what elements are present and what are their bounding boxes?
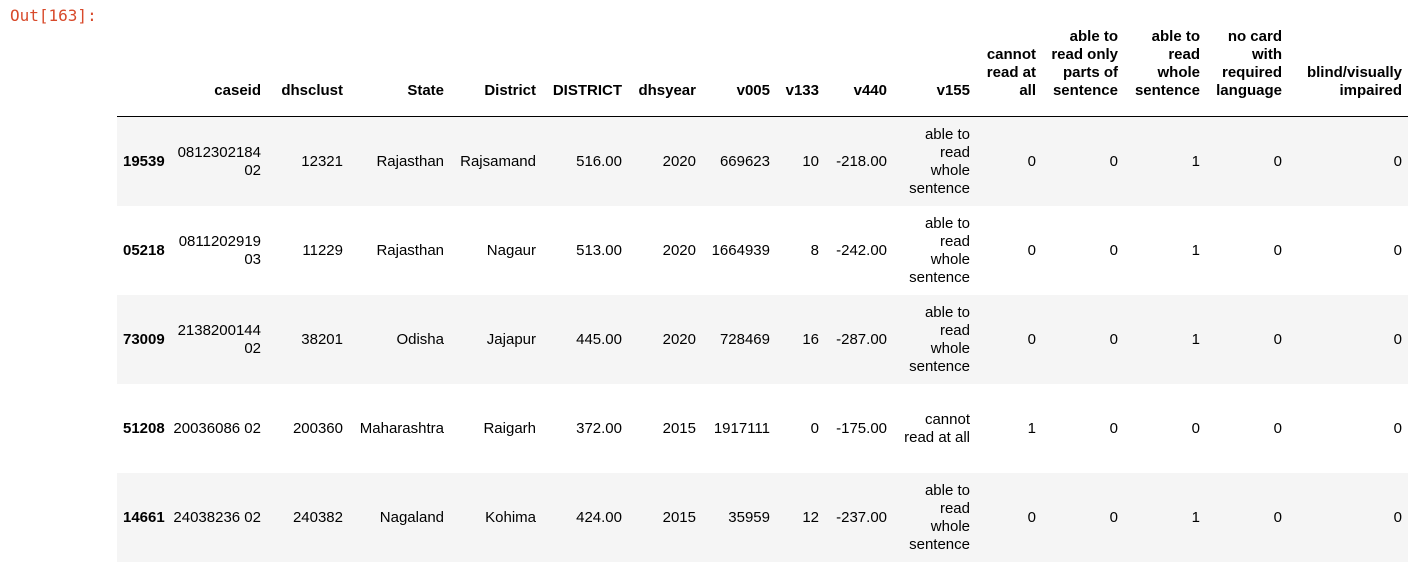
table-cell: Kohima — [485, 508, 536, 526]
table-cell: 0 — [1027, 508, 1036, 526]
table-cell: 0 — [1273, 241, 1282, 259]
column-header: v133 — [776, 28, 825, 117]
table-cell: 2015 — [662, 419, 696, 437]
column-header: dhsclust — [267, 28, 349, 117]
table-cell: 0 — [1393, 508, 1402, 526]
table-cell: Nagaur — [486, 241, 536, 259]
table-cell: 2015 — [662, 508, 696, 526]
column-header: able to read only parts of sentence — [1042, 28, 1124, 117]
table-cell: 12321 — [301, 152, 343, 170]
table-row — [117, 384, 1408, 473]
column-header: cannot read at all — [976, 28, 1042, 117]
column-header: DISTRICT — [542, 28, 628, 117]
table-cell: 0 — [1393, 152, 1402, 170]
table-cell: 372.00 — [576, 419, 622, 437]
table-cell: 1 — [1191, 152, 1200, 170]
table-cell: Rajsamand — [460, 152, 536, 170]
table-cell: 0 — [1273, 419, 1282, 437]
table-cell: 1917111 — [713, 419, 770, 437]
column-header: able to read whole sentence — [1124, 28, 1206, 117]
table-cell: -242.00 — [836, 241, 887, 259]
row-index: 73009 — [123, 330, 165, 348]
table-cell: Raigarh — [483, 419, 536, 437]
index-header — [117, 28, 167, 117]
dataframe-output — [117, 28, 1402, 562]
column-header: v440 — [825, 28, 893, 117]
table-cell: 20036086 02 — [173, 419, 261, 437]
table-cell: 38201 — [301, 330, 343, 348]
table-cell: 240382 — [292, 508, 343, 526]
table-cell: 1664939 — [711, 241, 770, 259]
table-cell: 0 — [1109, 508, 1118, 526]
table-cell: 1 — [1191, 330, 1200, 348]
table-cell: 424.00 — [576, 508, 622, 526]
header-row — [117, 28, 1408, 117]
table-cell: Nagaland — [379, 508, 444, 526]
table-cell: 0811202919 03 — [178, 232, 261, 268]
table-cell: 24038236 02 — [173, 508, 261, 526]
column-header: blind/visually impaired — [1288, 28, 1408, 117]
table-cell: 2020 — [662, 330, 696, 348]
dataframe-table — [117, 28, 1408, 562]
table-cell: Rajasthan — [376, 241, 444, 259]
table-cell: 0 — [1393, 419, 1402, 437]
table-cell: 0 — [1273, 508, 1282, 526]
table-cell: 35959 — [728, 508, 770, 526]
table-row — [117, 206, 1408, 295]
table-cell: -218.00 — [836, 152, 887, 170]
table-cell: 0 — [1109, 419, 1118, 437]
table-cell: 0812302184 02 — [177, 143, 261, 179]
column-header: caseid — [167, 28, 267, 117]
row-index: 05218 — [123, 241, 165, 259]
row-index: 19539 — [123, 152, 165, 170]
table-cell: 0 — [1393, 241, 1402, 259]
table-cell: cannot read at all — [904, 410, 970, 446]
table-cell: 0 — [1109, 330, 1118, 348]
table-cell: 0 — [1109, 152, 1118, 170]
table-cell: 2138200144 02 — [177, 321, 261, 357]
table-cell: 0 — [1109, 241, 1118, 259]
table-cell: 1 — [1191, 241, 1200, 259]
table-cell: 10 — [802, 152, 819, 170]
column-header: v155 — [893, 28, 976, 117]
table-cell: -287.00 — [836, 330, 887, 348]
table-cell: 16 — [802, 330, 819, 348]
table-cell: -175.00 — [836, 419, 887, 437]
table-cell: 12 — [802, 508, 819, 526]
table-cell: 0 — [1191, 419, 1200, 437]
table-cell: able to read whole sentence — [909, 481, 970, 553]
table-cell: 200360 — [292, 419, 343, 437]
table-cell: -237.00 — [836, 508, 887, 526]
row-index: 14661 — [123, 508, 165, 526]
table-cell: 0 — [1027, 152, 1036, 170]
column-header: District — [450, 28, 542, 117]
table-cell: able to read whole sentence — [909, 303, 970, 375]
table-cell: able to read whole sentence — [909, 125, 970, 197]
table-cell: 0 — [1273, 330, 1282, 348]
row-index: 51208 — [123, 419, 165, 437]
table-cell: 0 — [1273, 152, 1282, 170]
table-cell: able to read whole sentence — [909, 214, 970, 286]
column-header: no card with required language — [1206, 28, 1288, 117]
table-cell: 1 — [1191, 508, 1200, 526]
table-cell: 11229 — [302, 241, 343, 259]
table-cell: Rajasthan — [376, 152, 444, 170]
table-cell: 2020 — [662, 241, 696, 259]
column-header: dhsyear — [628, 28, 702, 117]
table-cell: 516.00 — [576, 152, 622, 170]
table-cell: 2020 — [662, 152, 696, 170]
table-row — [117, 473, 1408, 562]
table-cell: 728469 — [719, 330, 770, 348]
table-row — [117, 117, 1408, 207]
table-row — [117, 295, 1408, 384]
output-prompt: Out[163]: — [10, 6, 97, 25]
table-cell: 0 — [1393, 330, 1402, 348]
table-cell: 445.00 — [576, 330, 622, 348]
table-cell: Jajapur — [486, 330, 536, 348]
column-header: State — [349, 28, 450, 117]
table-cell: 0 — [1027, 241, 1036, 259]
table-cell: 669623 — [719, 152, 770, 170]
table-cell: 8 — [810, 241, 819, 259]
table-cell: 0 — [810, 419, 819, 437]
column-header: v005 — [702, 28, 776, 117]
table-cell: 0 — [1027, 330, 1036, 348]
table-cell: Maharashtra — [359, 419, 444, 437]
table-cell: Odisha — [396, 330, 444, 348]
table-cell: 1 — [1027, 419, 1036, 437]
table-cell: 513.00 — [576, 241, 622, 259]
